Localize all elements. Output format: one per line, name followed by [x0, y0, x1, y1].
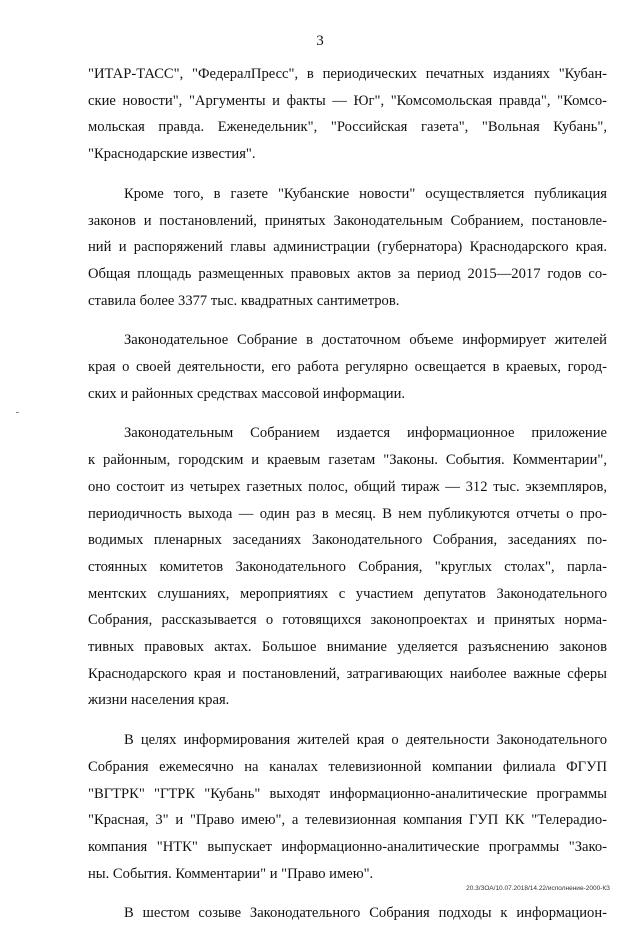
text-line: ны. События. Комментарии" и "Право имею".	[88, 865, 374, 882]
paragraph-gap	[88, 407, 607, 420]
text-line: стоянных комитетов Законодательного Собрания, "круглых столах", парла-	[88, 558, 607, 575]
text-line: оно состоит из четырех газетных полос, общий тираж — 312 тыс. экземпляров,	[88, 478, 607, 495]
paragraph	[88, 327, 607, 407]
text-line: В шестом созыве Законодательного Собрания подходы к информацион-	[124, 905, 607, 922]
text-line: края о своей деятельности, его работа регулярно освещается в краевых, город-	[88, 359, 607, 376]
paragraph	[88, 420, 607, 714]
page-number: 3	[316, 33, 324, 49]
text-line: тивных правовых актах. Большое внимание уделяется разъяснению законов	[88, 639, 607, 656]
paragraph-gap	[88, 168, 607, 181]
text-line: "Красная, 3" и "Право имею", а телевизионная компания ГУП КК "Телерадио-	[88, 812, 607, 829]
text-line: Законодательным Собранием издается информационное приложение	[124, 425, 607, 442]
text-line: ставила более 3377 тыс. квадратных сантиметров.	[88, 292, 400, 309]
paragraph	[88, 181, 607, 315]
text-line: ские новости", "Аргументы и факты — Юг", "Комсомольская правда", "Комсо-	[88, 92, 607, 109]
text-line: Краснодарского края и постановлений, затрагивающих наиболее важные сферы	[88, 665, 607, 682]
paragraph-gap	[88, 714, 607, 727]
text-line: Кроме того, в газете "Кубанские новости" осуществляется публикация	[124, 185, 607, 202]
text-line: компания "НТК" выпускает информационно-аналитические программы "Зако-	[88, 838, 607, 855]
text-line: "ИТАР-ТАСС", "ФедералПресс", в периодических печатных изданиях "Кубан-	[88, 66, 607, 82]
margin-mark	[16, 412, 19, 413]
text-line: "ВГТРК" "ГТРК "Кубань" выходят информационно-аналитические программы	[88, 785, 607, 802]
text-line: Собрания ежемесячно на каналах телевизионной компании филиала ФГУП	[88, 758, 607, 775]
text-line: законов и постановлений, принятых Законодательным Собранием, постановле-	[88, 212, 607, 229]
text-line: Общая площадь размещенных правовых актов за период 2015—2017 годов со-	[88, 265, 607, 282]
document-body	[88, 61, 607, 927]
text-line: периодичность выхода — один раз в месяц. В нем публикуются отчеты о про-	[88, 505, 607, 522]
text-line: Собрания, рассказывается о готовящихся законопроектах и принятых норма-	[88, 612, 607, 629]
text-line: к районным, городским и краевым газетам "Законы. События. Комментарии",	[88, 452, 607, 469]
text-line: В целях информирования жителей края о деятельности Законодательного	[124, 732, 607, 749]
document-footer-code: 20.3/ЗОА/10.07.2018/14.22/исполнение-2000-КЗ	[466, 885, 610, 892]
paragraph-gap	[88, 314, 607, 327]
paragraph	[88, 900, 607, 927]
text-line: ний и распоряжений главы администрации (губернатора) Краснодарского края.	[88, 239, 607, 256]
text-line: водимых пленарных заседаниях Законодательного Собрания, заседаниях по-	[88, 532, 607, 549]
text-line: ских и районных средствах массовой информации.	[88, 385, 406, 402]
text-line: Законодательное Собрание в достаточном объеме информирует жителей	[124, 332, 607, 349]
text-line: мольская правда. Еженедельник", "Российская газета", "Вольная Кубань",	[88, 119, 607, 136]
text-line: "Краснодарские известия".	[88, 146, 256, 163]
text-line: жизни населения края.	[88, 692, 230, 709]
paragraph	[88, 727, 607, 887]
paragraph	[88, 61, 607, 168]
text-line: ментских слушаниях, мероприятиях с участием депутатов Законодательного	[88, 585, 607, 602]
